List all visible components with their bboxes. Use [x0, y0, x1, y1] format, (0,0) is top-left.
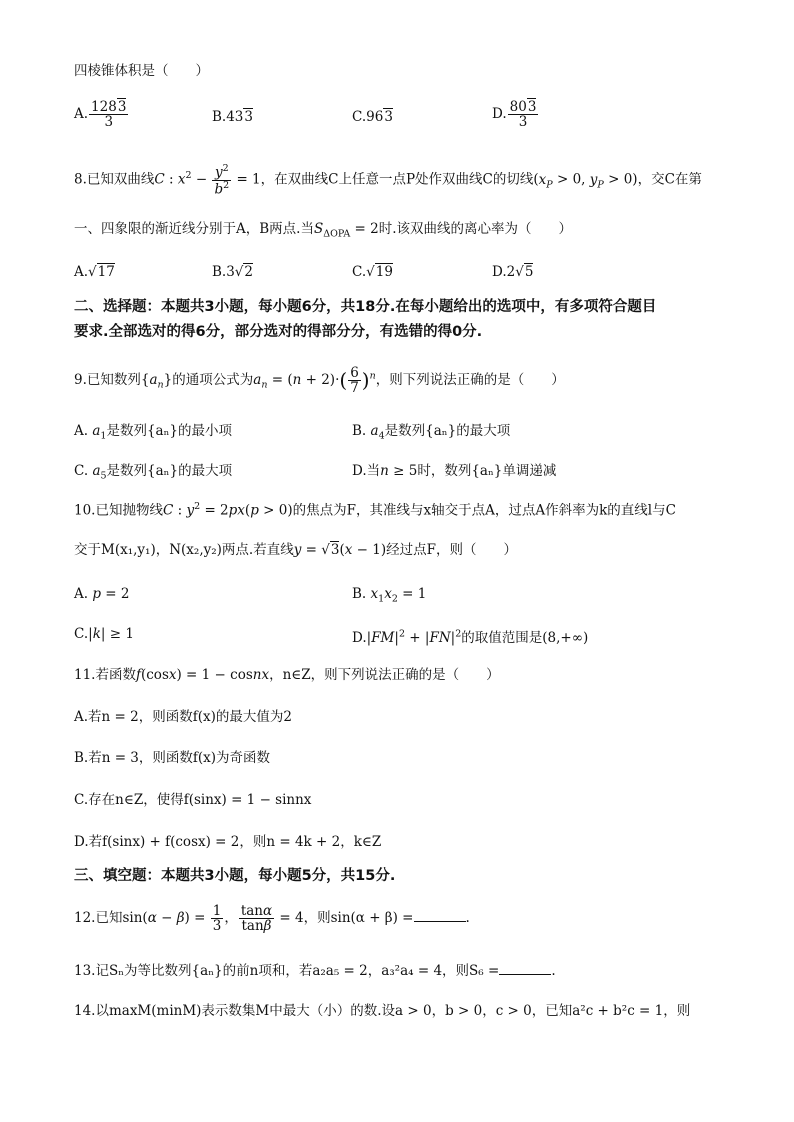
q8-option-c: C.√19 [352, 264, 393, 280]
q10-option-a: A. p = 2 [74, 586, 130, 602]
q7-tail: 四棱锥体积是（ ） [74, 63, 209, 79]
section3-title: 三、填空题：本题共3小题，每小题5分，共15分. [74, 868, 396, 884]
q13-stem: 13.记Sₙ为等比数列{aₙ}的前n项和，若a₂a₅ = 2，a₃²a₄ = 4，则S₆ = . [74, 963, 556, 979]
q11-option-d: D.若f(sinx) + f(cosx) = 2，则n = 4k + 2，k∈Z [74, 834, 382, 850]
q14-stem: 14.以maxM(minM)表示数集M中最大（小）的数.设a > 0，b > 0，c > 0，已知a²c + b²c = 1，则 [74, 1003, 691, 1019]
q8-line1: 8.已知双曲线C : $x^2$ − $\frac{y^2}{b^2}$ = 1，在双曲线C上任意一点P处作双曲线C的切线($x_P > 0$, $y_P > 0$)，交C在第 [74, 163, 702, 198]
q10-option-d: $D.|FM|^2 + |FN|^2$的取值范围是(8,+∞) [352, 628, 589, 646]
q11-option-a: A.若n = 2，则函数f(x)的最大值为2 [74, 709, 292, 725]
q12-answer-blank[interactable] [414, 909, 466, 922]
q11-option-c: C.存在n∈Z，使得f(sinx) = 1 − sinnx [74, 792, 312, 808]
q13-answer-blank[interactable] [499, 962, 551, 975]
q9-stem: 9.已知数列$\{a_n\}$的通项公式为$a_n = (n + 2)\cdot$( $\frac{6}{7}$ )$^n$，则下列说法正确的是（ ） [74, 365, 565, 397]
q8-option-d: D.2√5 [492, 264, 534, 280]
q10-line1: 10.已知抛物线C : $y^2 = 2px(p > 0)$的焦点为F，其准线与x轴交于点A，过点A作斜率为k的直线l与C [74, 501, 676, 519]
q7-option-c: C.963 [352, 109, 393, 125]
q11-stem: 11.若函数f(cosx) = 1 − cosnx，n∈Z，则下列说法正确的是（ ） [74, 667, 500, 683]
q8-line2: 一、四象限的渐近线分别于A，B两点.当$S_{\Delta OPA} = 2$时.该双曲线的离心率为（ ） [74, 221, 573, 240]
q10-option-b: B. $x_1x_2 = 1$ [352, 586, 427, 605]
section2-title: 二、选择题：本题共3小题，每小题6分，共18分.在每小题给出的选项中，有多项符合题目 [74, 299, 657, 315]
q7-option-d: D. $\frac{803}{3}$ [492, 99, 537, 131]
q10-line2: 交于M(x₁,y₁)，N(x₂,y₂)两点.若直线y = √3(x − 1)经过点F，则（ ） [74, 542, 517, 558]
q9-option-c: C. $a_5$是数列{aₙ}的最大项 [74, 463, 233, 482]
q11-option-b: B.若n = 3，则函数f(x)为奇函数 [74, 750, 271, 766]
q8-option-a: A.√17 [74, 264, 115, 280]
q10-option-c: C.|k| ≥ 1 [74, 626, 134, 642]
q12-stem: 12.已知sin(α − β) = $\frac{1}{3}$ ， $\frac{\tan\alpha}{\tan\beta}$ = 4，则sin(α + β) = . [74, 903, 470, 935]
q9-option-d: D.当n ≥ 5时，数列{aₙ}单调递减 [352, 463, 557, 479]
q8-option-b: B.3√2 [212, 264, 254, 280]
q7-option-b: B.433 [212, 109, 253, 125]
q9-option-a: A. $a_1$是数列{aₙ}的最小项 [74, 423, 233, 442]
section2-title-line2: 要求.全部选对的得6分，部分选对的得部分分，有选错的得0分. [74, 324, 483, 340]
q7-option-a: A. $\frac{1283}{3}$ [74, 99, 127, 131]
q9-option-b: B. $a_4$是数列{aₙ}的最大项 [352, 423, 511, 442]
